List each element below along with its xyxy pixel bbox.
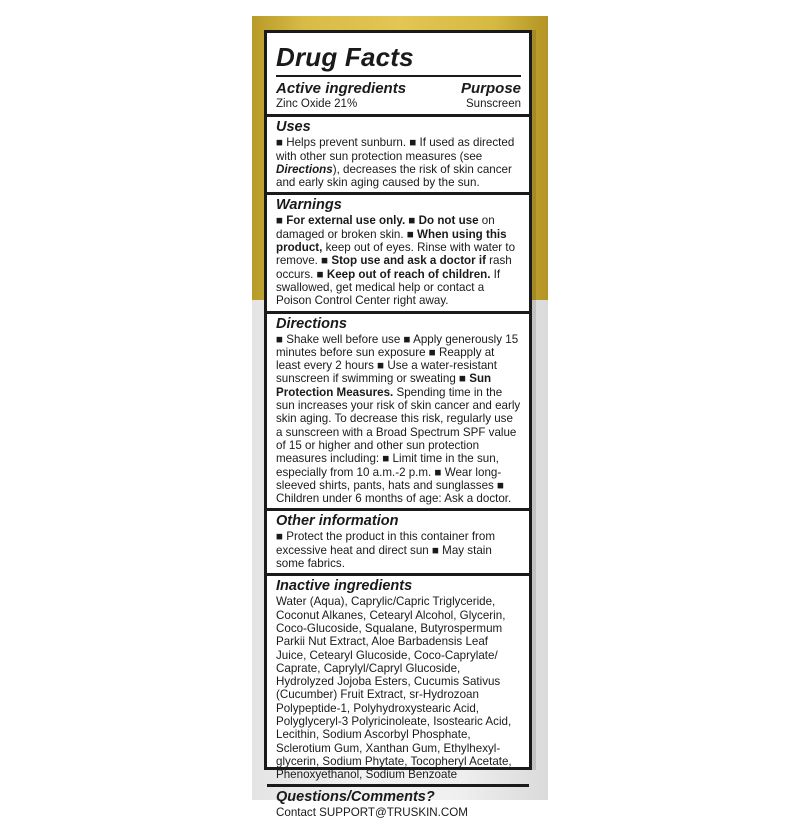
active-ingredients-header-row xyxy=(276,80,521,98)
uses-section xyxy=(267,114,529,192)
other-information-section xyxy=(267,508,529,573)
other-information-title: Other information xyxy=(276,513,399,530)
questions-title: Questions/Comments? xyxy=(276,789,435,806)
uses-text xyxy=(276,136,521,189)
uses-text-part: ■ Helps prevent sunburn. ■ If used as directed with other sun protection measures (see xyxy=(276,136,515,163)
active-ingredients-label: Active ingredients xyxy=(276,80,407,97)
panel-shadow xyxy=(532,30,536,770)
warning-text: rash occurs. xyxy=(276,254,512,281)
other-information-text: ■ Protect the product in this container from excessive heat and direct sun ■ May stain some fabrics. xyxy=(276,530,496,571)
directions-section xyxy=(267,311,529,509)
uses-title: Uses xyxy=(276,119,311,136)
warning-bold: ■ Keep out of reach of children. xyxy=(313,267,491,281)
drug-facts-panel xyxy=(264,30,532,820)
directions-title: Directions xyxy=(276,315,347,332)
uses-text-part: ), decreases the risk of skin cancer and early skin aging caused by the sun. xyxy=(276,162,512,190)
warning-text: on damaged or broken skin. xyxy=(276,214,495,241)
warning-bold: ■ When using this product, xyxy=(276,227,507,255)
drug-facts-title: Drug Facts xyxy=(276,37,521,77)
inactive-ingredients-title: Inactive ingredients xyxy=(276,578,413,595)
warning-text: keep out of eyes. Rinse with water to remove. xyxy=(276,241,516,268)
warning-bold: ■ Do not use xyxy=(405,214,479,228)
warning-bold: ■ Stop use and ask a doctor if xyxy=(317,254,486,268)
drug-facts-header xyxy=(267,33,529,111)
warning-text: If swallowed, get medical help or contact a Poison Control Center right away. xyxy=(276,267,501,308)
purpose-label: Purpose xyxy=(460,80,521,97)
warnings-text xyxy=(276,214,521,307)
purpose-value: Sunscreen xyxy=(466,98,521,110)
directions-text xyxy=(276,333,521,506)
questions-section xyxy=(267,784,529,822)
active-ingredient-value: Zinc Oxide 21% xyxy=(276,98,358,110)
active-ingredient-row xyxy=(276,98,521,111)
inactive-ingredients-text: Water (Aqua), Caprylic/Capric Triglyceride, Coconut Alkanes, Cetearyl Alcohol, Glycerin, Coco-Glucoside, Squalane, Butyrospermum Parkii Nut Extract, Aloe Barbadensis Leaf Juice, Cetearyl Glucoside, Coco-Caprylate/ Caprate, Caprylyl/Capryl Glucoside, Hydrolyzed Jojoba Esters, Cucumis Sativus (Cucumber) Fruit Extract, sr-Hydrozoan Polypeptide-1, Polyhydroxystearic Acid, Polyglyceryl-3 Polyricinoleate, Isostearic Acid, Lecithin, Sodium Ascorbyl Phosphate, Sclerotium Gum, Xanthan Gum, Ethylhexyl-glycerin, Sodium Phytate, Tocopheryl Acetate, Phenoxyethanol, Sodium Benzoate xyxy=(276,595,512,782)
questions-contact: Contact SUPPORT@TRUSKIN.COM xyxy=(276,806,468,820)
directions-text-part: ■ Shake well before use ■ Apply generously 15 minutes before sun exposure ■ Reapply at least every 2 hours ■ Use a water-resistant sunscreen if swimming or sweating xyxy=(276,332,519,386)
warnings-title: Warnings xyxy=(276,197,342,214)
warning-bold: ■ For external use only. xyxy=(276,214,406,228)
uses-directions-ref: Directions xyxy=(276,162,333,176)
directions-bold: ■ Sun Protection Measures. xyxy=(276,372,492,399)
warnings-section xyxy=(267,192,529,310)
directions-text-part: Spending time in the sun increases your risk of skin cancer and early skin aging. To decrease this risk, regularly use a sunscreen with a Broad Spectrum SPF value of 15 or higher and other sun protection measures including: ■ Limit time in the sun, especially from 10 a.m.-2 p.m. ■ Wear long-sleeved shirts, pants, hats and sunglasses ■ Children under 6 months of age: Ask a doctor. xyxy=(276,385,521,506)
inactive-ingredients-section xyxy=(267,573,529,784)
